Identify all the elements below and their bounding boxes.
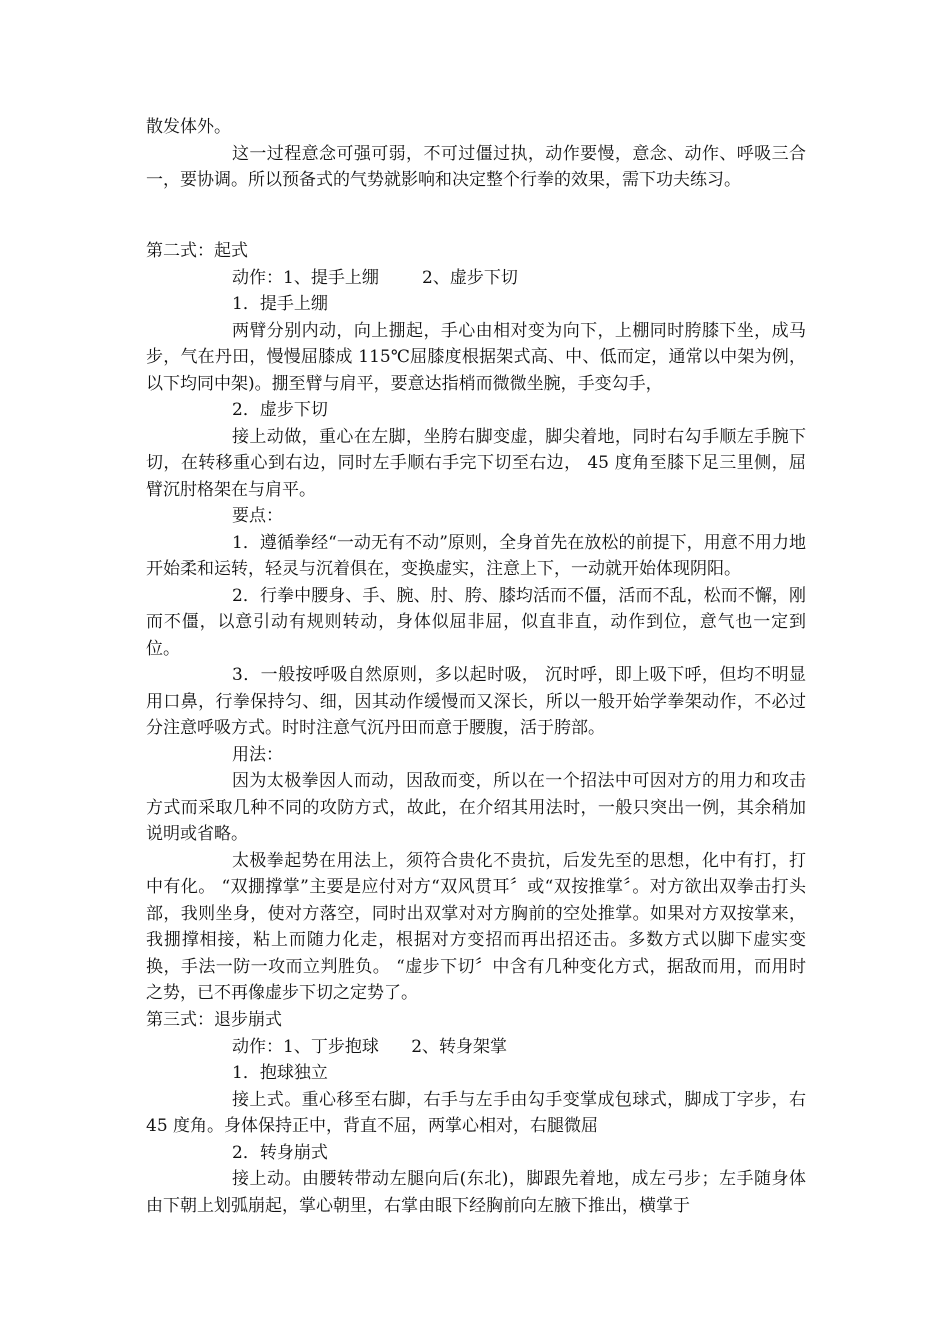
section-heading: 第二式：起式 — [146, 241, 248, 261]
subheading: 用法： — [232, 744, 283, 765]
paragraph: 这一过程意念可强可弱，不可过僵过执，动作要慢，意念、动作、呼吸三合一，要协调。所以预备式的气势就影响和决定整个行拳的效果，需下功夫练习。 — [146, 143, 806, 190]
paragraph: 太极拳起势在用法上，须符合贵化不贵抗，后发先至的思想，化中有打，打中有化。 “双掤撑掌”主要是应付对方“双风贯耳〞或“双按推掌〞。对方欲出双拳击打头部，我则坐身，使对方落空，同时出双掌对对方胸前的空处推掌。如果对方双按掌来，我掤撑相接，粘上而随力化走，根据对方变招而再出招还击。多数方式以脚下虚实变换，手法一防一攻而立判胜负。 “虚步下切〞中含有几种变化方式，据敌而用，而用时之势，已不再像虚步下切之定势了。 — [146, 850, 806, 1003]
intro-section — [146, 114, 806, 194]
paragraph: 两臂分别内动，向上掤起，手心由相对变为向下，上棚同时胯膝下坐，成马步，气在丹田，慢慢屈膝成 115℃屈膝度根据架式高、中、低而定，通常以中架为例，以下均同中架)。掤至臂与肩平，要意达指梢而微微坐腕，手变勾手， — [146, 320, 806, 394]
subheading: 1．抱球独立 — [232, 1063, 328, 1083]
action-line: 动作：1、丁步抱球 2、转身架掌 — [232, 1036, 508, 1057]
section-heading: 第三式：退步崩式 — [146, 1010, 282, 1030]
section-3 — [146, 1007, 806, 1219]
paragraph: 3．一般按呼吸自然原则，多以起时吸， 沉时呼，即上吸下呼，但均不明显用口鼻，行拳保持匀、细，因其动作缓慢而又深长，所以一般开始学拳架动作，不必过分注意呼吸方式。时时注意气沉丹田而意于腰腹，活于胯部。 — [146, 665, 806, 738]
text-line: 散发体外。 — [146, 117, 231, 137]
paragraph: 接上式。重心移至右脚，右手与左手由勾手变掌成包球式，脚成丁字步，右 45 度角。身体保持正中，背直不屈，两掌心相对，右腿微屈 — [146, 1089, 806, 1136]
paragraph: 因为太极拳因人而动，因敌而变，所以在一个招法中可因对方的用力和攻击方式而采取几种不同的攻防方式，故此，在介绍其用法时，一般只突出一例，其余稍加说明或省略。 — [146, 771, 806, 844]
subheading: 2．虚步下切 — [232, 400, 328, 420]
paragraph: 接上动做，重心在左脚，坐胯右脚变虚，脚尖着地，同时右勾手顺左手腕下切，在转移重心到右边，同时左手顺右手完下切至右边， 45 度角至膝下足三里侧，屈臂沉肘格架在与肩平。 — [146, 426, 806, 500]
subheading: 1．提手上绷 — [232, 294, 328, 314]
action-line: 动作：1、提手上绷 2、虚步下切 — [232, 267, 518, 288]
subheading: 2．转身崩式 — [232, 1142, 328, 1163]
paragraph: 2．行拳中腰身、手、腕、肘、胯、膝均活而不僵，活而不乱，松而不懈，刚而不僵，以意引动有规则转动，身体似屈非屈，似直非直，动作到位，意气也一定到位。 — [146, 585, 806, 659]
paragraph: 1．遵循拳经“一动无有不动”原则，全身首先在放松的前提下，用意不用力地开始柔和运转，轻灵与沉着俱在，变换虚实，注意上下，一动就开始体现阴阳。 — [146, 532, 806, 579]
section-2 — [146, 238, 806, 1007]
subheading: 要点： — [232, 506, 283, 526]
paragraph: 接上动。由腰转带动左腿向后(东北)，脚跟先着地，成左弓步；左手随身体由下朝上划弧崩起，掌心朝里，右掌由眼下经胸前向左腋下推出，横掌于 — [146, 1169, 806, 1216]
